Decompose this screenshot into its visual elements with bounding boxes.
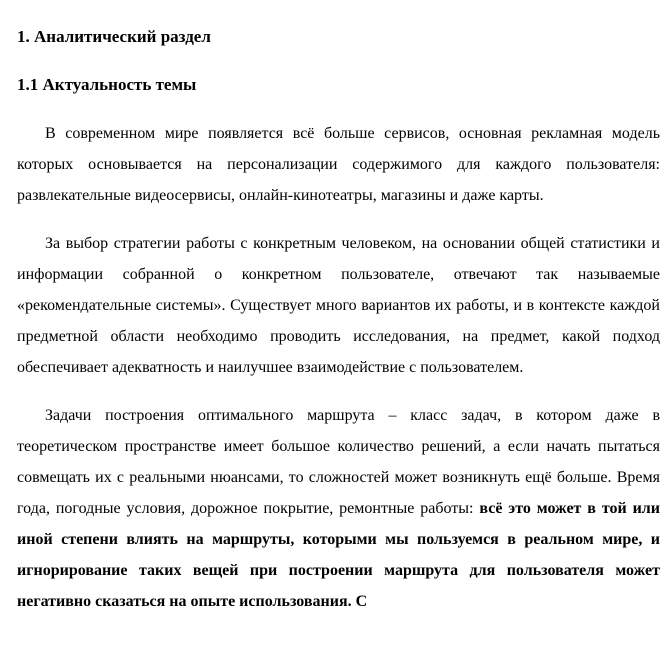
paragraph-route-building [17, 400, 660, 617]
section-heading: 1. Аналитический раздел [17, 27, 211, 46]
paragraph-text: Задачи построения оптимального маршрута – класс задач, в котором даже в теоретическом пространстве имеет большое количество решений, а если начать пытаться совмещать их с реальными нюансами, то сложностей может возникнуть ещё больше. Время года, погодные условия, дорожное покрытие, ремонтные работы: [17, 407, 660, 517]
paragraph-intro [17, 118, 660, 211]
paragraph-text: В современном мире появляется всё больше сервисов, основная рекламная модель которых основывается на персонализации содержимого для каждого пользователя: развлекательные видеосервисы, онлайн-кинотеатры, магазины и даже карты. [17, 125, 660, 204]
paragraph-text: За выбор стратегии работы с конкретным человеком, на основании общей статистики и информации собранной о конкретном пользователе, отвечают так называемые «рекомендательные системы». Существует много вариантов их работы, и в контексте каждой предметной области необходимо проводить исследования, на предмет, какой подход обеспечивает адекватность и наилучшее взаимодействие с пользователем. [17, 235, 660, 376]
subsection-heading: 1.1 Актуальность темы [17, 75, 197, 94]
paragraph-recommender-systems [17, 228, 660, 383]
paragraph-bold-text: всё это может в той или иной степени влиять на маршруты, которыми мы пользуемся в реальном мире, и игнорирование таких вещей при построении маршрута для пользователя может негативно сказаться на опыте использования. С [17, 500, 660, 610]
